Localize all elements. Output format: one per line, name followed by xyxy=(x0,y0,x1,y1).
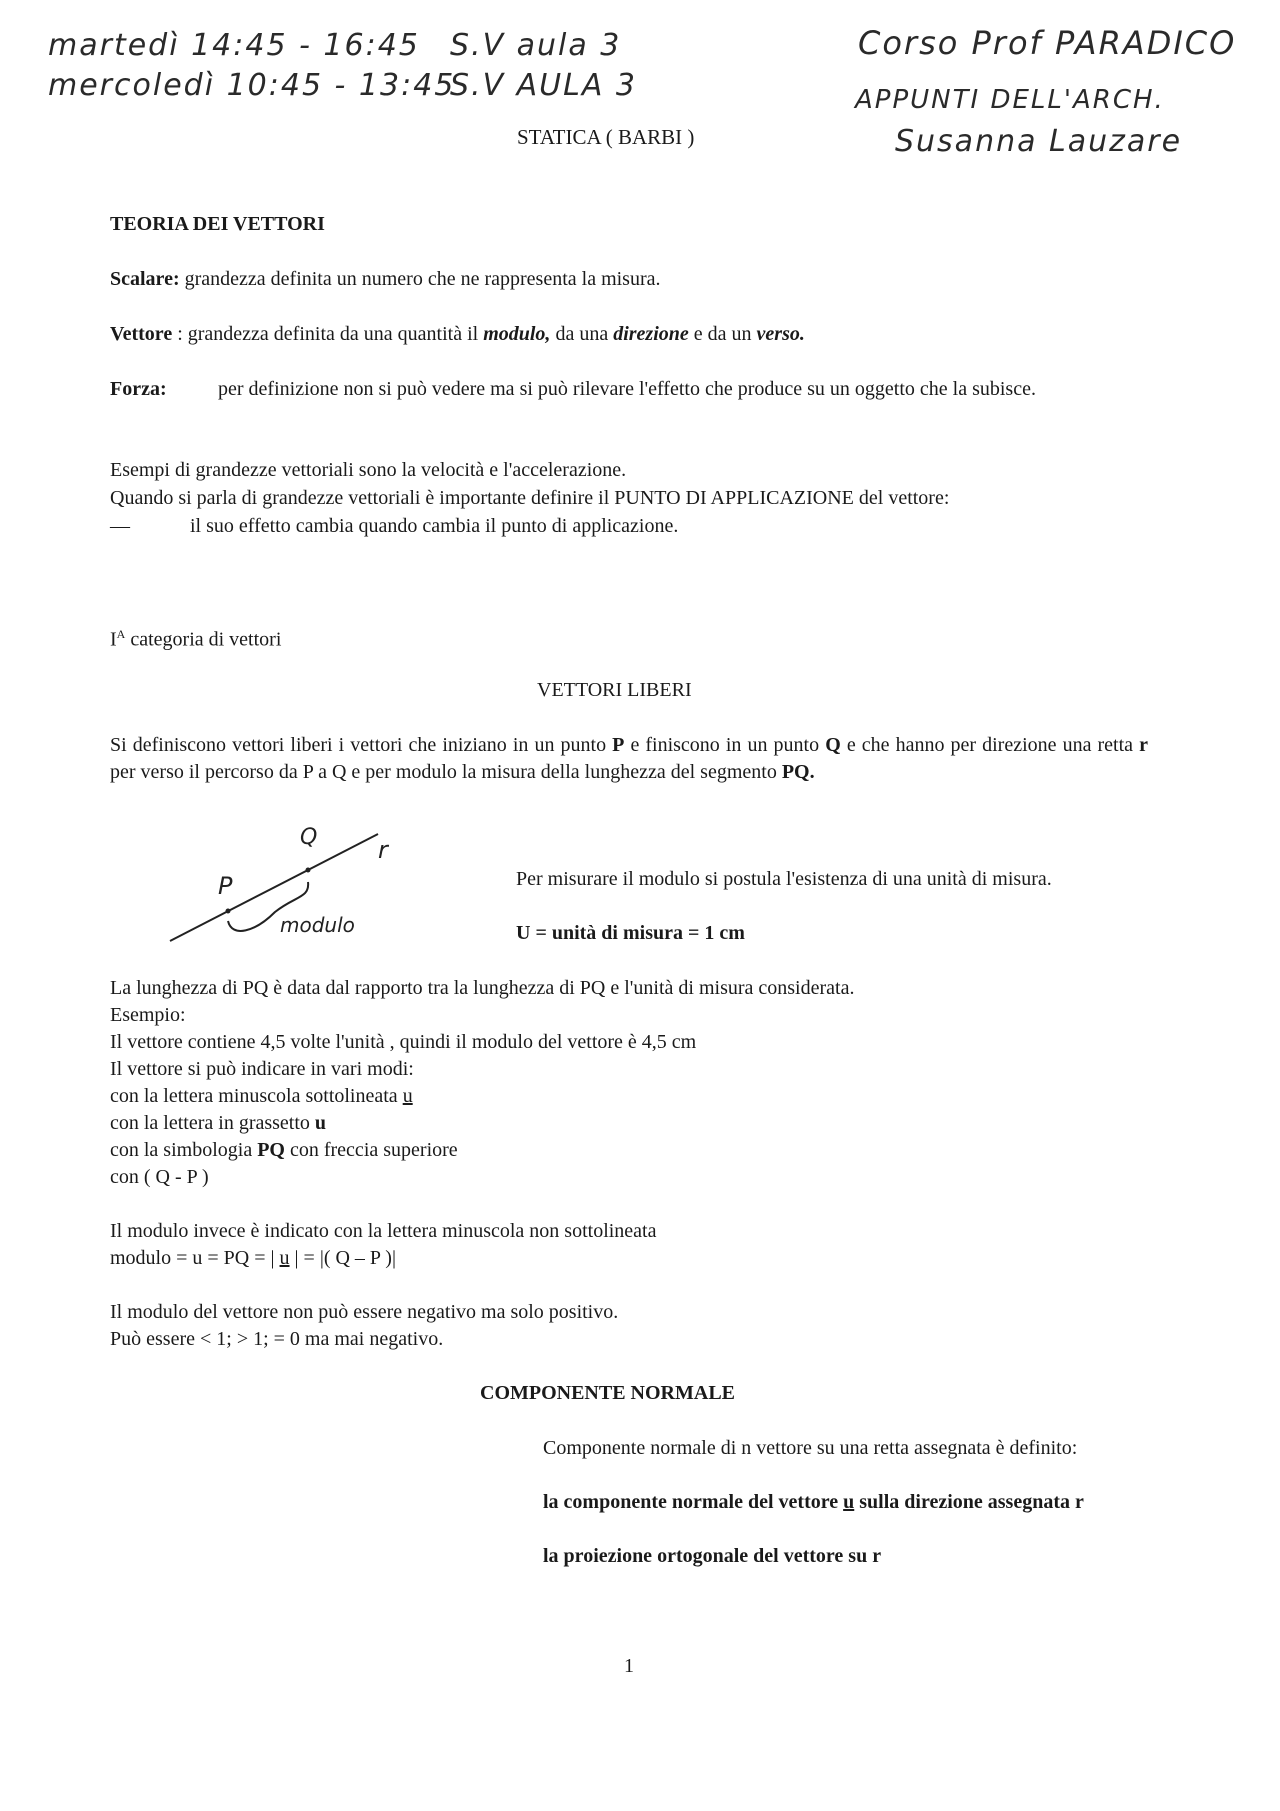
modulo-line-3: Il modulo del vettore non può essere negativo ma solo positivo. xyxy=(110,1301,619,1323)
handwritten-room-2: S.V AULA 3 xyxy=(450,68,637,103)
vettore-verso: verso. xyxy=(756,323,805,345)
lunghezza-line-6-text: con la lettera in grassetto xyxy=(110,1112,315,1134)
modulo-line-2 xyxy=(110,1245,396,1272)
section-heading-teoria: TEORIA DEI VETTORI xyxy=(110,213,325,235)
liberi-text-a: Si definiscono vettori liberi i vettori che iniziano in un punto xyxy=(110,734,613,756)
lunghezza-line-5-text: con la lettera minuscola sottolineata xyxy=(110,1085,403,1107)
handwritten-course: Corso Prof PARADICO xyxy=(858,24,1237,62)
scalare-text: grandezza definita un numero che ne rappresenta la misura. xyxy=(179,268,661,290)
handwritten-author: Susanna Lauzare xyxy=(895,124,1183,159)
misura-text: Per misurare il modulo si postula l'esistenza di una unità di misura. xyxy=(516,868,1052,890)
liberi-text-c: e che hanno per direzione una retta xyxy=(840,734,1140,756)
vettore-modulo: modulo, xyxy=(483,323,551,345)
liberi-text-d: per verso il percorso da P a Q e per modulo la misura della lunghezza del segmento xyxy=(110,761,782,783)
lunghezza-line-4: Il vettore si può indicare in vari modi: xyxy=(110,1058,414,1080)
list-dash: — xyxy=(110,515,130,537)
point-q xyxy=(306,868,311,873)
liberi-definition xyxy=(110,732,1148,786)
componente-bold-1-text-a: la componente normale del vettore xyxy=(543,1491,844,1513)
vettore-text-c: e da un xyxy=(688,323,757,345)
lunghezza-line-6 xyxy=(110,1110,326,1137)
lunghezza-line-5 xyxy=(110,1083,413,1110)
vettore-term: Vettore xyxy=(110,323,173,345)
componente-underlined-u: u xyxy=(843,1491,855,1513)
componente-bold-1 xyxy=(543,1489,1148,1516)
point-p xyxy=(226,909,231,914)
componente-bold-1-text-b: sulla direzione assegnata r xyxy=(854,1491,1084,1513)
forza-definition: per definizione non si può vedere ma si può rilevare l'effetto che produce su un oggetto che la subisce. xyxy=(218,378,1036,400)
esempi-text: Esempi di grandezze vettoriali sono la velocità e l'accelerazione. xyxy=(110,459,627,481)
modulo-line-2-text-a: modulo = u = PQ = | xyxy=(110,1247,280,1269)
modulo-line-1: Il modulo invece è indicato con la lettera minuscola non sottolineata xyxy=(110,1220,657,1242)
liberi-q: Q xyxy=(825,734,841,756)
modulo-line-2-text-b: | = |( Q – P )| xyxy=(289,1247,396,1269)
lunghezza-line-7-text-a: con la simbologia xyxy=(110,1139,258,1161)
page-number: 1 xyxy=(624,1655,634,1677)
misura-unit: U = unità di misura = 1 cm xyxy=(516,922,745,944)
lunghezza-line-8: con ( Q - P ) xyxy=(110,1166,209,1188)
categoria-sup: A xyxy=(116,627,126,641)
lunghezza-line-7-text-c: con freccia superiore xyxy=(284,1139,458,1161)
scalare-term: Scalare: xyxy=(110,268,180,290)
liberi-r: r xyxy=(1139,734,1148,756)
punto-applicazione-text: Quando si parla di grandezze vettoriali è importante definire il PUNTO DI APPLICAZIONE del vettore: xyxy=(110,487,950,509)
componente-bold-2: la proiezione ortogonale del vettore su r xyxy=(543,1545,882,1567)
effetto-text: il suo effetto cambia quando cambia il punto di applicazione. xyxy=(190,515,679,537)
forza-term: Forza: xyxy=(110,378,167,400)
page-title: STATICA ( BARBI ) xyxy=(517,125,695,149)
scalare-definition xyxy=(110,266,661,293)
bold-u: u xyxy=(314,1112,327,1134)
lunghezza-line-7 xyxy=(110,1137,458,1164)
handwritten-notes: APPUNTI DELL'ARCH. xyxy=(855,85,1165,115)
section-heading-componente: COMPONENTE NORMALE xyxy=(480,1382,735,1404)
lunghezza-line-3: Il vettore contiene 4,5 volte l'unità , quindi il modulo del vettore è 4,5 cm xyxy=(110,1031,697,1053)
liberi-text-b: e finiscono in un punto xyxy=(624,734,826,756)
liberi-pq: PQ. xyxy=(781,761,815,783)
categoria-label xyxy=(110,621,281,654)
label-p: P xyxy=(218,872,233,900)
lunghezza-line-1: La lunghezza di PQ è data dal rapporto tra la lunghezza di PQ e l'unità di misura considerata. xyxy=(110,977,855,999)
vettore-direzione: direzione xyxy=(613,323,689,345)
vettore-text-a: : grandezza definita da una quantità il xyxy=(172,323,484,345)
modulo-underlined-u: u xyxy=(279,1247,290,1269)
componente-definition: Componente normale di n vettore su una retta assegnata è definito: xyxy=(543,1437,1078,1459)
categoria-roman: I xyxy=(110,628,117,651)
label-modulo: modulo xyxy=(280,913,355,937)
handwritten-schedule-2: mercoledì 10:45 - 13:45 xyxy=(48,68,456,103)
label-r: r xyxy=(378,836,388,864)
modulo-line-4: Può essere < 1; > 1; = 0 ma mai negativo. xyxy=(110,1328,444,1350)
vettore-text-b: da una xyxy=(550,323,614,345)
vettore-definition xyxy=(110,321,805,348)
label-q: Q xyxy=(300,825,318,850)
underlined-u: u xyxy=(402,1085,413,1107)
handwritten-room-1: S.V aula 3 xyxy=(450,28,622,63)
bold-pq: PQ xyxy=(257,1139,285,1161)
section-heading-liberi: VETTORI LIBERI xyxy=(537,679,692,701)
vector-diagram xyxy=(160,820,420,950)
handwritten-schedule-1: martedì 14:45 - 16:45 xyxy=(48,28,420,63)
liberi-p: P xyxy=(612,734,625,756)
lunghezza-line-2: Esempio: xyxy=(110,1004,186,1026)
categoria-text: categoria di vettori xyxy=(125,628,282,651)
